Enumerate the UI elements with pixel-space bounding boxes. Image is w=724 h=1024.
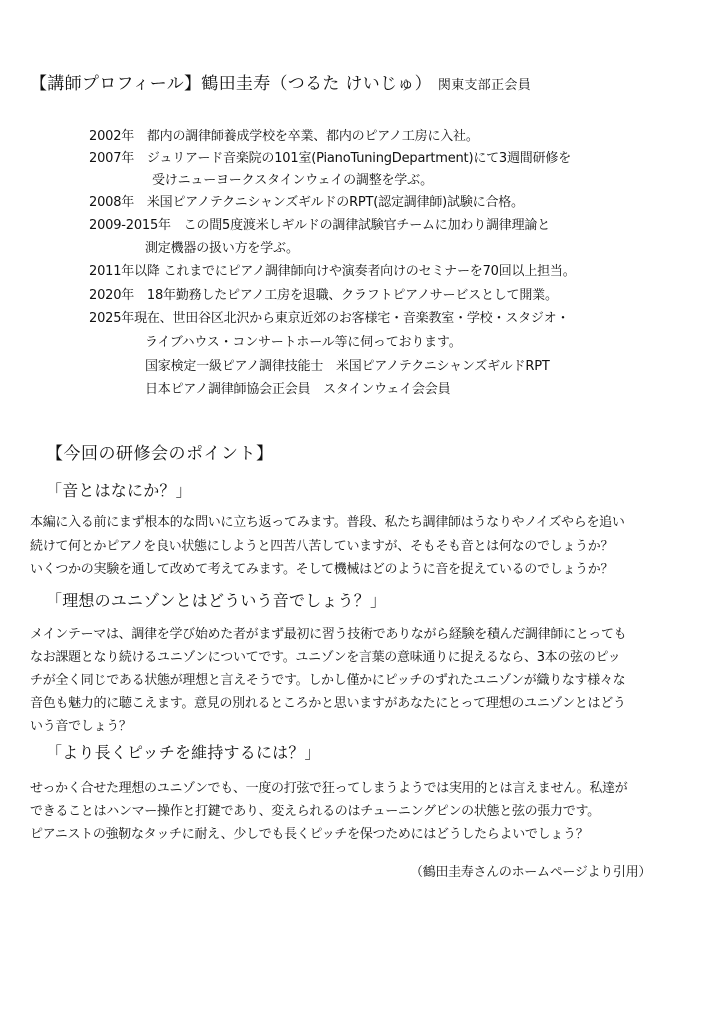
profile-line: 測定機器の扱い方を学ぶ。	[145, 241, 299, 256]
profile-line: 2008年 米国ピアノテクニシャンズギルドのRPT(認定調律師)試験に合格。	[89, 195, 524, 210]
profile-line: 2002年 都内の調律師養成学校を卒業、都内のピアノ工房に入社。	[89, 129, 479, 144]
profile-heading	[30, 76, 531, 93]
topic-body-line: チが全く同じである状態が理想と言えそうです。しかし僅かにピッチのずれたユニゾンが織りなす様々な	[30, 673, 626, 688]
topic-body-line: 続けて何とかピアノを良い状態にしようと四苦八苦していますが、そもそも音とは何なのでしょうか？	[30, 539, 614, 554]
member-status: 関東支部正会員	[437, 78, 532, 93]
profile-line: 2009-2015年 この間5度渡米しギルドの調律試験官チームに加わり調律理論と	[89, 218, 551, 233]
profile-heading-text: 【講師プロフィール】鶴田圭寿（つるた けいじゅ）	[30, 74, 432, 94]
citation: （鶴田圭寿さんのホームページより引用）	[410, 865, 652, 880]
topic-body-line: なお課題となり続けるユニゾンについてです。ユニゾンを言葉の意味通りに捉えるなら、3本の弦のピッ	[30, 650, 621, 665]
topic-body-line: メインテーマは、調律を学び始めた者がまず最初に習う技術でありながら経験を積んだ調律師にとっても	[30, 627, 627, 642]
topic-body-line: できることはハンマー操作と打鍵であり、変えられるのはチューニングピンの状態と弦の張力です。	[30, 804, 600, 819]
topic-body-line: いくつかの実験を通して改めて考えてみます。そして機械はどのように音を捉えているのでしょうか？	[30, 562, 614, 577]
topic-body-line: ピアニストの強靭なタッチに耐え、少しでも長くピッチを保つためにはどうしたらよいでしょう？	[30, 827, 589, 842]
points-heading: 【今回の研修会のポイント】	[46, 444, 274, 464]
topic-body-line: いう音でしょう？	[30, 719, 132, 734]
topic-body-line: 音色も魅力的に聴こえます。意見の別れるところかと思いますがあなたにとって理想のユニゾンとはどう	[30, 696, 626, 711]
profile-line: 2025年現在、世田谷区北沢から東京近郊のお客様宅・音楽教室・学校・スタジオ・	[89, 311, 570, 326]
topic-title: 「より長くピッチを維持するには？」	[46, 743, 321, 762]
profile-line: 2020年 18年勤務したピアノ工房を退職、クラフトピアノサービスとして開業。	[89, 288, 558, 303]
topic-body-line: 本編に入る前にまず根本的な問いに立ち返ってみます。普段、私たち調律師はうなりやノイズやらを追い	[30, 515, 625, 530]
topic-body-line: せっかく合せた理想のユニゾンでも、一度の打弦で狂ってしまうようでは実用的とは言えません。私達が	[30, 781, 628, 796]
profile-line: 受けニューヨークスタインウェイの調整を学ぶ。	[152, 173, 433, 188]
profile-line: 2011年以降 これまでにピアノ調律師向けや演奏者向けのセミナーを70回以上担当。	[89, 264, 576, 279]
profile-line: 国家検定一級ピアノ調律技能士 米国ピアノテクニシャンズギルドRPT	[145, 359, 550, 374]
topic-title: 「理想のユニゾンとはどういう音でしょう？」	[46, 591, 387, 610]
profile-line: ライブハウス・コンサートホール等に伺っております。	[145, 335, 462, 350]
topic-title: 「音とはなにか？」	[46, 481, 192, 500]
profile-line: 2007年 ジュリアード音楽院の101室(PianoTuningDepartment)にて3週間研修を	[89, 151, 572, 166]
profile-line: 日本ピアノ調律師協会正会員 スタインウェイ会会員	[145, 382, 451, 397]
